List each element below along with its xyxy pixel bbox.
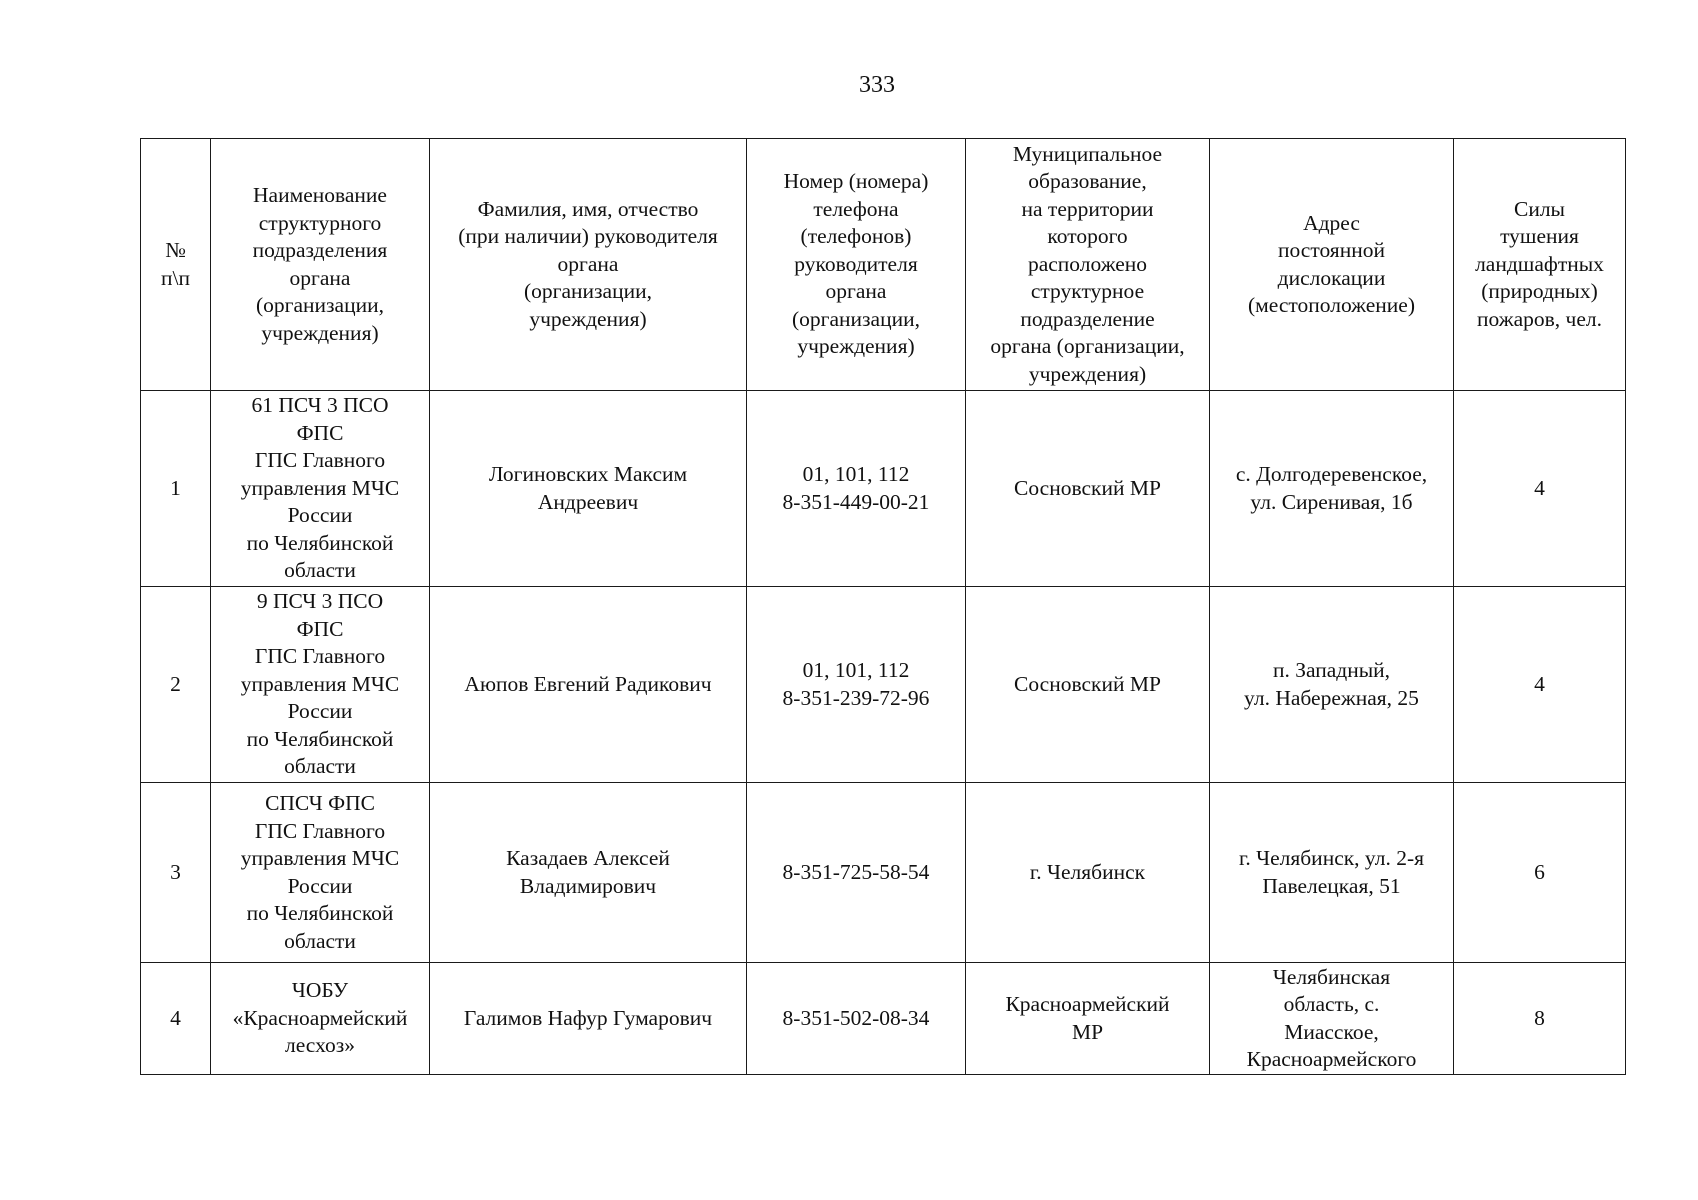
header-forces: Силы тушения ландшафтных (природных) пожаров, чел.: [1454, 139, 1626, 391]
cell-municipality: Сосновский МР: [966, 587, 1210, 783]
table-row: [141, 783, 1626, 963]
cell-phone: 8-351-725-58-54: [747, 783, 966, 963]
fire-units-table: [140, 138, 1626, 1075]
cell-unit-name: ЧОБУ «Красноармейский лесхоз»: [211, 963, 430, 1075]
table-row: [141, 963, 1626, 1075]
cell-municipality: г. Челябинск: [966, 783, 1210, 963]
cell-phone: 01, 101, 112 8-351-239-72-96: [747, 587, 966, 783]
cell-municipality: Красноармейский МР: [966, 963, 1210, 1075]
cell-unit-name: 9 ПСЧ 3 ПСО ФПС ГПС Главного управления МЧС России по Челябинской области: [211, 587, 430, 783]
header-unit-name: Наименование структурного подразделения органа (организации, учреждения): [211, 139, 430, 391]
page-number: 333: [859, 72, 895, 98]
cell-number: 4: [141, 963, 211, 1075]
header-municipality: Муниципальное образование, на территории которого расположено структурное подразделение органа (организации, учреждения): [966, 139, 1210, 391]
table-row: [141, 587, 1626, 783]
cell-head-name: Галимов Нафур Гумарович: [430, 963, 747, 1075]
cell-forces: 6: [1454, 783, 1626, 963]
cell-number: 2: [141, 587, 211, 783]
cell-phone: 8-351-502-08-34: [747, 963, 966, 1075]
cell-head-name: Логиновских Максим Андреевич: [430, 391, 747, 587]
header-address: Адрес постоянной дислокации (местоположение): [1210, 139, 1454, 391]
header-number: № п\п: [141, 139, 211, 391]
cell-head-name: Казадаев Алексей Владимирович: [430, 783, 747, 963]
cell-forces: 4: [1454, 587, 1626, 783]
table-row: [141, 391, 1626, 587]
cell-unit-name: 61 ПСЧ 3 ПСО ФПС ГПС Главного управления МЧС России по Челябинской области: [211, 391, 430, 587]
cell-forces: 4: [1454, 391, 1626, 587]
cell-address: с. Долгодеревенское, ул. Сиренивая, 1б: [1210, 391, 1454, 587]
cell-phone: 01, 101, 112 8-351-449-00-21: [747, 391, 966, 587]
cell-number: 3: [141, 783, 211, 963]
cell-head-name: Аюпов Евгений Радикович: [430, 587, 747, 783]
cell-address: Челябинская область, с. Миасское, Красноармейского: [1210, 963, 1454, 1075]
cell-address: п. Западный, ул. Набережная, 25: [1210, 587, 1454, 783]
cell-unit-name: СПСЧ ФПС ГПС Главного управления МЧС России по Челябинской области: [211, 783, 430, 963]
cell-forces: 8: [1454, 963, 1626, 1075]
cell-number: 1: [141, 391, 211, 587]
cell-address: г. Челябинск, ул. 2-я Павелецкая, 51: [1210, 783, 1454, 963]
table-header-row: [141, 139, 1626, 391]
header-head-name: Фамилия, имя, отчество (при наличии) руководителя органа (организации, учреждения): [430, 139, 747, 391]
cell-municipality: Сосновский МР: [966, 391, 1210, 587]
header-phone: Номер (номера) телефона (телефонов) руководителя органа (организации, учреждения): [747, 139, 966, 391]
